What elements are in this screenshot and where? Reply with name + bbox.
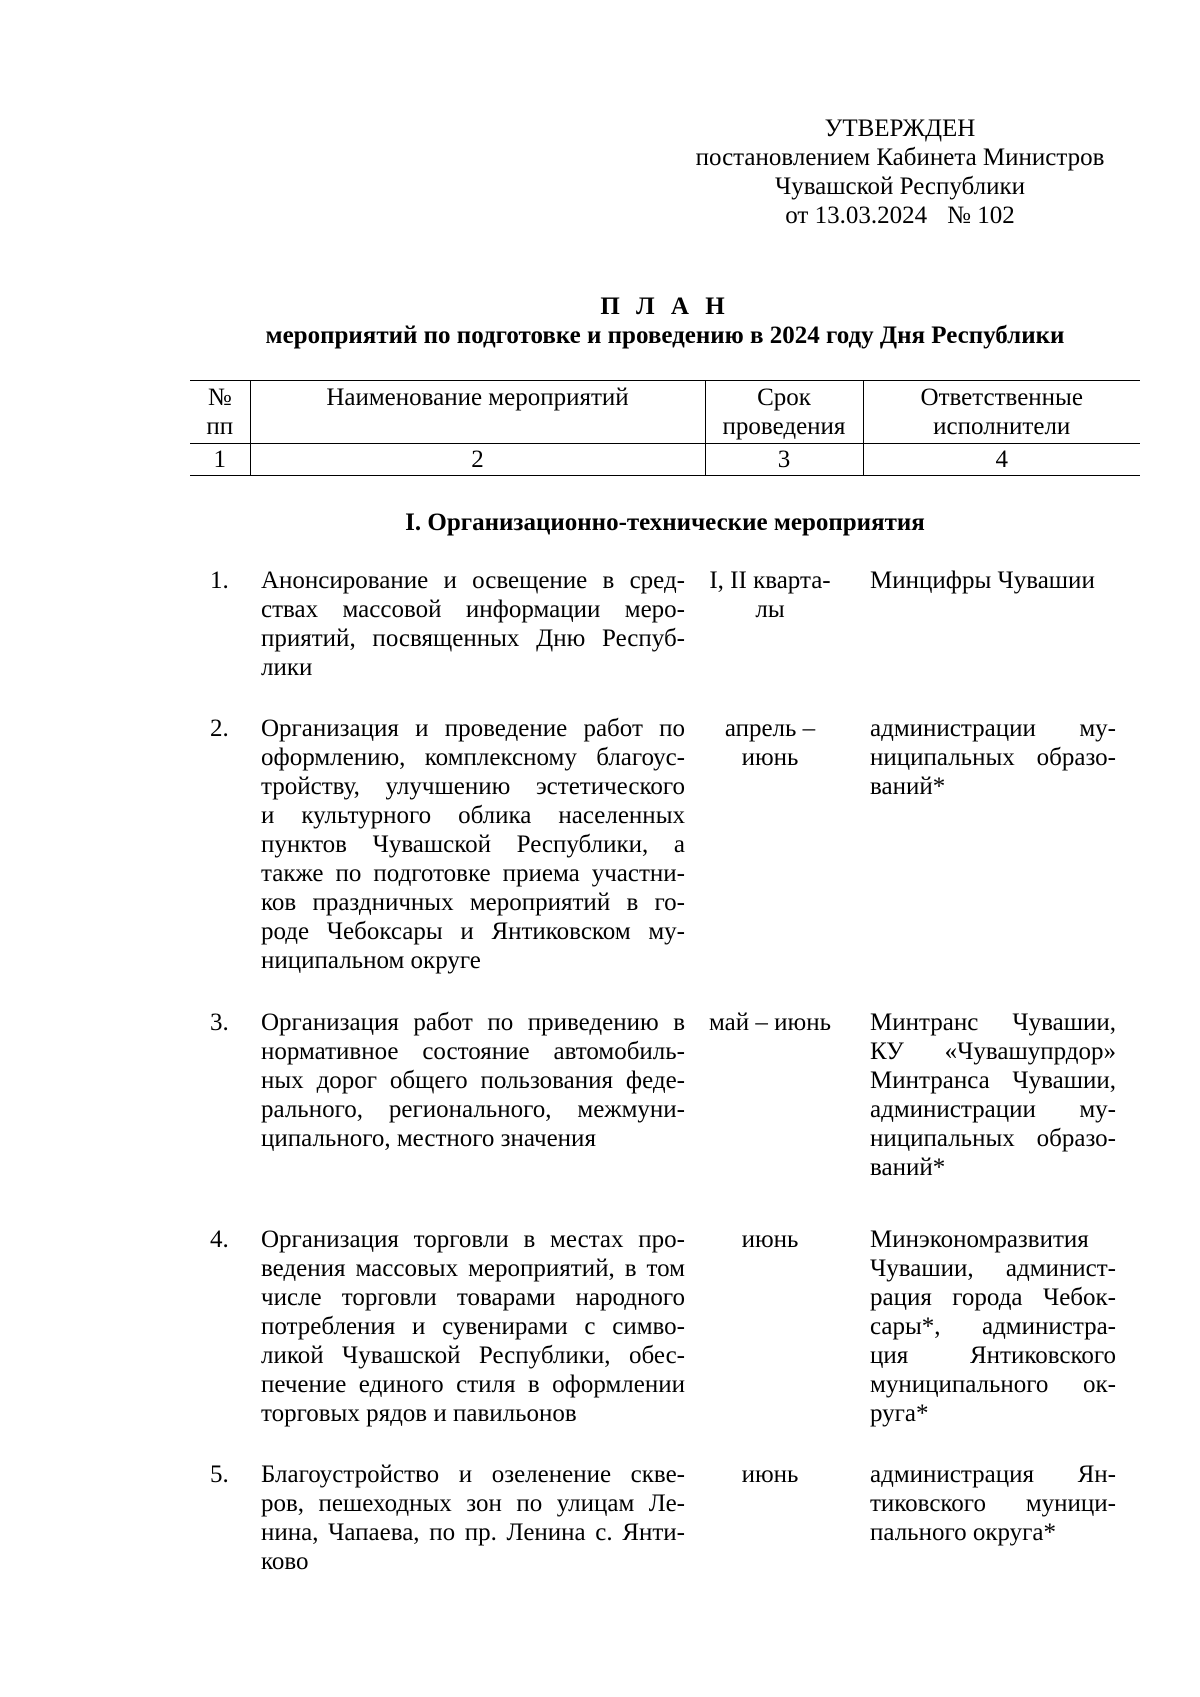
item-name-line: пунктов Чувашской Республики, а bbox=[261, 831, 685, 858]
item-name-line: ров, пешеходных зон по улицам Ле- bbox=[261, 1490, 685, 1517]
item-name-line: рального, регионального, межмуни- bbox=[261, 1096, 685, 1123]
item-responsible-line: тиковского муници- bbox=[870, 1490, 1116, 1517]
item-term-line: I, II кварта- bbox=[709, 567, 831, 594]
item-name-line: Благоустройство и озеленение скве- bbox=[261, 1461, 685, 1488]
item-name-line: ведения массовых мероприятий, в том bbox=[261, 1255, 685, 1282]
item-name-line: нормативное состояние автомобиль- bbox=[261, 1038, 685, 1065]
item-name-line: ликой Чувашской Республики, обес- bbox=[261, 1342, 685, 1369]
table-column-numbers-row bbox=[190, 444, 1140, 476]
approval-republic: Чувашской Республики bbox=[774, 173, 1026, 200]
item-name-line: ципального, местного значения bbox=[261, 1125, 596, 1152]
item-responsible-line: администрации му- bbox=[870, 1096, 1116, 1123]
item-name-line: Анонсирование и освещение в сред- bbox=[261, 567, 685, 594]
item-number: 4. bbox=[210, 1226, 229, 1253]
item-term bbox=[700, 1008, 840, 1037]
item-responsible-line: ваний* bbox=[870, 1154, 946, 1181]
item-name-line: и культурного облика населенных bbox=[261, 802, 685, 829]
header-col-name bbox=[250, 381, 705, 444]
header-col-term-line2: проведения bbox=[722, 413, 846, 440]
item-name-line: Организация торговли в местах про- bbox=[261, 1226, 685, 1253]
item-name bbox=[261, 1460, 685, 1576]
item-responsible-line: Минцифры Чувашии bbox=[870, 567, 1095, 594]
item-term bbox=[700, 566, 840, 624]
item-responsible-line: администрации му- bbox=[870, 715, 1116, 742]
item-responsible-line: ция Янтиковского bbox=[870, 1342, 1116, 1369]
item-responsible-line: пального округа* bbox=[870, 1519, 1056, 1546]
header-col-responsible-line2: исполнители bbox=[933, 413, 1071, 440]
item-name-line: лики bbox=[261, 654, 313, 681]
item-name-line: роде Чебоксары и Янтиковском му- bbox=[261, 918, 685, 945]
item-number: 3. bbox=[210, 1009, 229, 1036]
item-responsible-line: Минэкономразвития bbox=[870, 1226, 1089, 1253]
approval-date: от 13.03.2024 bbox=[785, 202, 928, 229]
item-term bbox=[700, 1460, 840, 1489]
item-number: 1. bbox=[210, 567, 229, 594]
header-col-name-text: Наименование мероприятий bbox=[326, 384, 629, 411]
item-name-line: числе торговли товарами народного bbox=[261, 1284, 685, 1311]
item-name bbox=[261, 566, 685, 682]
item-name-line: оформлению, комплексному благоус- bbox=[261, 744, 685, 771]
item-responsible-line: ниципальных образо- bbox=[870, 1125, 1116, 1152]
item-term-line: июнь bbox=[741, 1226, 799, 1253]
section-heading: I. Организационно-технические мероприятия bbox=[405, 509, 925, 536]
item-term-line: июнь bbox=[741, 744, 799, 771]
item-term-line: июнь bbox=[741, 1461, 799, 1488]
item-responsible bbox=[870, 566, 1116, 595]
item-name bbox=[261, 714, 685, 975]
item-responsible-line: сары*, администра- bbox=[870, 1313, 1116, 1340]
item-name bbox=[261, 1008, 685, 1153]
table-header-row bbox=[190, 381, 1140, 444]
approval-date-number bbox=[680, 201, 1120, 230]
item-responsible bbox=[870, 714, 1116, 801]
item-name-line: ствах массовой информации меро- bbox=[261, 596, 685, 623]
header-col-number-line2: пп bbox=[206, 413, 234, 440]
item-term-line: лы bbox=[755, 596, 785, 623]
approval-number: № 102 bbox=[947, 202, 1015, 229]
item-responsible-line: ниципальных образо- bbox=[870, 744, 1116, 771]
header-col-responsible bbox=[863, 381, 1140, 444]
item-term-line: май – июнь bbox=[709, 1009, 831, 1036]
approval-stamp bbox=[680, 114, 1120, 230]
item-name-line: тройству, улучшению эстетического bbox=[261, 773, 685, 800]
item-name-line: ниципальном округе bbox=[261, 947, 481, 974]
item-responsible-line: ваний* bbox=[870, 773, 946, 800]
document-title: П Л А Н bbox=[600, 293, 730, 320]
item-term bbox=[700, 714, 840, 772]
item-name-line: печение единого стиля в оформлении bbox=[261, 1371, 685, 1398]
header-col-term bbox=[705, 381, 863, 444]
item-name-line: приятий, посвященных Дню Респуб- bbox=[261, 625, 685, 652]
item-responsible-line: Минтранса Чувашии, bbox=[870, 1067, 1116, 1094]
item-responsible-line: администрация Ян- bbox=[870, 1461, 1116, 1488]
approval-issuer: постановлением Кабинета Министров bbox=[695, 144, 1105, 171]
item-responsible-line: КУ «Чувашупрдор» bbox=[870, 1038, 1116, 1065]
item-name-line: Организация работ по приведению в bbox=[261, 1009, 685, 1036]
item-number: 5. bbox=[210, 1461, 229, 1488]
column-number-2: 2 bbox=[250, 444, 705, 476]
item-name-line: ково bbox=[261, 1548, 309, 1575]
item-responsible-line: Минтранс Чувашии, bbox=[870, 1009, 1116, 1036]
item-name-line: Организация и проведение работ по bbox=[261, 715, 685, 742]
header-col-term-line1: Срок bbox=[757, 384, 811, 411]
document-title-block bbox=[190, 292, 1140, 350]
item-responsible-line: руга* bbox=[870, 1400, 929, 1427]
item-name bbox=[261, 1225, 685, 1428]
header-col-responsible-line1: Ответственные bbox=[920, 384, 1083, 411]
item-name-line: ков праздничных мероприятий в го- bbox=[261, 889, 685, 916]
column-number-1: 1 bbox=[190, 444, 250, 476]
header-col-number bbox=[190, 381, 250, 444]
item-responsible-line: муниципального ок- bbox=[870, 1371, 1116, 1398]
item-name-line: ных дорог общего пользования феде- bbox=[261, 1067, 685, 1094]
item-name-line: также по подготовке приема участни- bbox=[261, 860, 685, 887]
plan-table-header bbox=[190, 380, 1140, 476]
item-number: 2. bbox=[210, 715, 229, 742]
item-responsible bbox=[870, 1460, 1116, 1547]
item-responsible bbox=[870, 1225, 1116, 1428]
header-col-number-line1: № bbox=[207, 384, 232, 411]
item-name-line: торговых рядов и павильонов bbox=[261, 1400, 577, 1427]
item-term bbox=[700, 1225, 840, 1254]
item-responsible bbox=[870, 1008, 1116, 1182]
item-responsible-line: Чувашии, админист- bbox=[870, 1255, 1116, 1282]
column-number-4: 4 bbox=[863, 444, 1140, 476]
item-name-line: потребления и сувенирами с симво- bbox=[261, 1313, 685, 1340]
item-name-line: нина, Чапаева, по пр. Ленина с. Янти- bbox=[261, 1519, 685, 1546]
item-responsible-line: рация города Чебок- bbox=[870, 1284, 1116, 1311]
item-term-line: апрель – bbox=[724, 715, 816, 742]
document-subtitle: мероприятий по подготовке и проведению в 2024 году Дня Республики bbox=[265, 322, 1065, 349]
column-number-3: 3 bbox=[705, 444, 863, 476]
approval-heading: УТВЕРЖДЕН bbox=[824, 115, 976, 142]
